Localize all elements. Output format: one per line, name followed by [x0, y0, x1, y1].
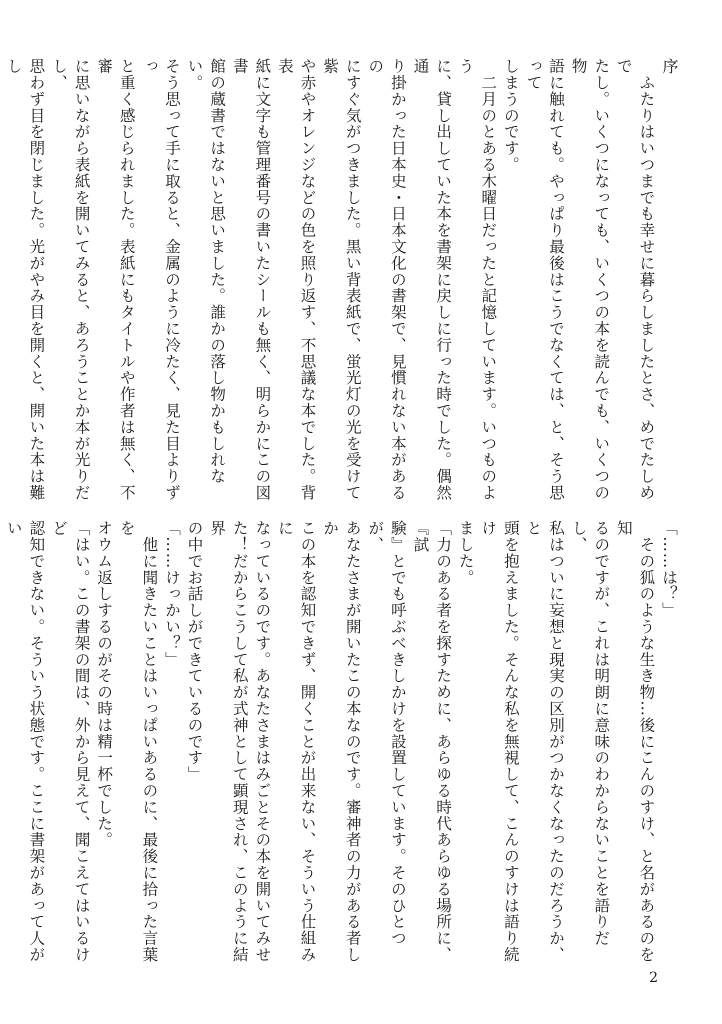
page-number: 2 [649, 970, 658, 986]
chapter-title: 序 [660, 58, 679, 75]
text-block-bottom [0, 520, 680, 965]
top-block-text: ふたりはいつまでも幸せに暮らしましたとさ、めでたしめで たし。いくつになっても、いくつの本を読んでも、いくつの物 語に触れても。やっぱり最後はこうでなくては、と、そう思って しまうのです。 二月のとある木曜日だったと記憶しています。いつものよう に、貸し出していた本を書架に戻しに行った時でした。偶然通 り掛かった日本史・日本文化の書架で、見慣れない本があるの にすぐ気がつきました。黒い背表紙で、蛍光灯の光を受けて紫 や赤やオレンジなどの色を照り返す、不思議な本でした。背表 紙に文字も管理番号の書いたシールも無く、明らかにこの図書 館の蔵書ではないと思いました。誰かの落し物かもしれない。 そう思って手に取ると、金属のように冷たく、見た目よりずっ と重く感じられました。表紙にもタイトルや作者は無く、不審 に思いながら表紙を開いてみると、あろうことか本が光りだし、 思わず目を閉じました。光がやみ目を開くと、開いた本は難し [4, 58, 656, 501]
text-block-top [0, 58, 680, 503]
bottom-block-text: 「……は？」 その狐のような生き物…後にこんのすけ、と名があるのを知 るのですが、これは明朗に意味のわからないことを語りだし、 私はついに妄想と現実の区別がつかなくなったのだろうか、と 頭を抱えました。そんな私を無視して、こんのすけは語り続け ました。 「力のある者を探すために、あらゆる時代あらゆる場所に、『試 験』とでも呼ぶべきしかけを設置しています。そのひとつが、 あなたさまが開いたこの本なのです。審神者の力がある者しか この本を認知できず、開くことが出来ない、そういう仕組みに なっているのです。あなたさまはみごとその本を開いてみせ た！だからこうして私が式神として顕現され、このように結界 の中でお話しができているのです」 「……けっかい？」 他に聞きたいことはいっぱいあるのに、最後に拾った言葉を オウム返しするのがその時は精一杯でした。 「はい。この書架の間は、外から見えて、聞こえてはいるけど 認知できない。そういう状態です。ここに書架があって人がい [4, 520, 678, 963]
